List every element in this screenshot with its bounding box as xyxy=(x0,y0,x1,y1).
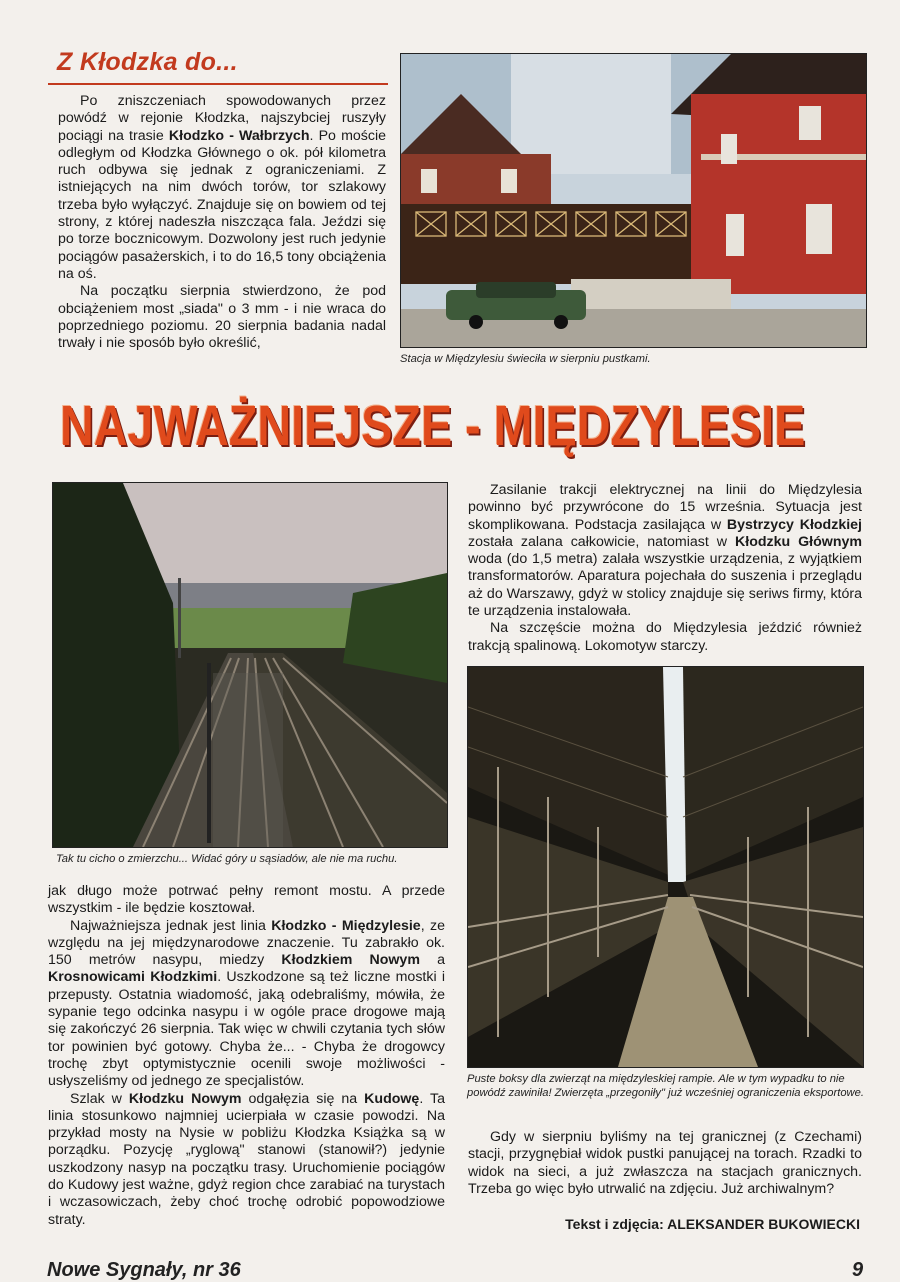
station-building-image xyxy=(401,54,866,347)
publication-name: Nowe Sygnały, nr 36 xyxy=(47,1259,241,1281)
paragraph: Na początku sierpnia stwierdzono, że pod obciążeniem most „siada" o 3 mm - i nie wraca do poprzedniego poziomu. 20 sierpnia badania nadal trwały i nie sposób było określić, xyxy=(58,283,386,352)
station-photo-caption: Stacja w Międzylesiu świeciła w sierpniu pustkami. xyxy=(400,353,651,365)
article-column-2-bottom xyxy=(468,1129,862,1198)
article-column-1-bottom xyxy=(48,883,445,1229)
livestock-ramp-image xyxy=(468,667,863,1067)
tracks-photo-caption: Tak tu cicho o zmierzchu... Widać góry u sąsiadów, ale nie ma ruchu. xyxy=(56,853,398,865)
paragraph: Zasilanie trakcji elektrycznej na linii do Międzylesia powinno być przywrócone do 15 września. Sytuacja jest skomplikowana. Podstacja zasilająca w Bystrzycy Kłodzkiej została zalana całkowicie, natomiast w Kłodzku Głównym woda (do 1,5 metra) zalała wszystkie urządzenia, z wyjątkiem transformatorów. Aparatura pojechała do suszenia i przeglądu aż do Warszawy, gdyż w stolicy znajduje się seriws firmy, która te urządzenia instalowała. xyxy=(468,482,862,620)
paragraph: Na szczęście można do Międzylesia jeździć również trakcją spalinową. Lokomotyw starczy. xyxy=(468,620,862,654)
byline: Tekst i zdjęcia: ALEKSANDER BUKOWIECKI xyxy=(565,1216,860,1232)
ramp-photo xyxy=(467,666,864,1068)
ramp-photo-caption: Puste boksy dla zwierząt na międzyleskiej rampie. Ale w tym wypadku to nie powódź zawiniła! Zwierzęta „przegoniły" już wcześniej ograniczenia eksportowe. xyxy=(467,1073,864,1099)
section-title-underline xyxy=(48,83,388,85)
article-column-2-top xyxy=(468,482,862,655)
paragraph: Gdy w sierpniu byliśmy na tej granicznej (z Czechami) stacji, przygnębiał widok pustki panującej na torach. Rzadki to widok na sieci, a już zwłaszcza na stacjach granicznych. Trzeba go więc było utrwalić na zdjęciu. Już archiwalnym? xyxy=(468,1129,862,1197)
paragraph: Najważniejsza jednak jest linia Kłodzko - Międzylesie, ze względu na jej międzynarodowe znaczenie. Tu zabrakło ok. 150 metrów nasypu, miedzy Kłodzkiem Nowym a Krosnowicami Kłodzkimi. Uszkodzone są też liczne mostki i przepusty. Ostatnia wiadomość, jaką odebraliśmy, mówiła, że sypanie tego odcinka nasypu i w ogóle prace drogowe mają się zakończyć 26 sierpnia. Tak więc w chwili czytania tych słów tor powinien być gotowy. Chyba że... - Chyba że drogowcy trochę zbyt optymistycznie ocenili swoje możliwości - usłyszeliśmy od jednego ze specjalistów. xyxy=(48,917,445,1090)
railway-tracks-image xyxy=(53,483,447,847)
section-title: Z Kłodzka do... xyxy=(57,48,238,76)
paragraph: Po zniszczeniach spowodowanych przez powódź w rejonie Kłodzka, najszybciej ruszyły pociągi na trasie Kłodzko - Wałbrzych. Po moście odległym od Kłodzka Głównego o ok. pół kilometra ruch odbywa się jednak z ograniczeniami. Z istniejących na nim dwóch torów, tor szlakowy trzeba było wyłączyć. Znajduje się on bowiem od tej strony, z której nadeszła niszcząca fala. Jeździ się po torze bocznicowym. Dozwolony jest ruch jedynie pociągów pasażerskich, i to do 16,5 tony obciążenia na oś. xyxy=(58,93,387,282)
headline: NAJWAŻNIEJSZE - MIĘDZYLESIE xyxy=(60,394,806,458)
station-photo xyxy=(400,53,867,348)
tracks-photo xyxy=(52,482,448,848)
article-column-1-top xyxy=(58,93,386,352)
paragraph: Szlak w Kłodzku Nowym odgałęzia się na Kudowę. Ta linia stosunkowo najmniej ucierpiała w czasie powodzi. Na przykład mosty na Nysie w pobliżu Kłodzka Książka są w porządku. Pozycję „ryglową" stanowi (stanowił?) jedynie uszkodzony nasyp na początku trasy. Uruchomienie pociągów do Kudowy jest ważne, gdyż region chce zarabiać na turystach i wczasowiczach, żeby choć trochę odrobić popowodziowe straty. xyxy=(48,1090,445,1228)
page-number: 9 xyxy=(852,1259,864,1281)
paragraph: jak długo może potrwać pełny remont mostu. A przede wszystkim - ile będzie kosztował. xyxy=(48,883,445,917)
